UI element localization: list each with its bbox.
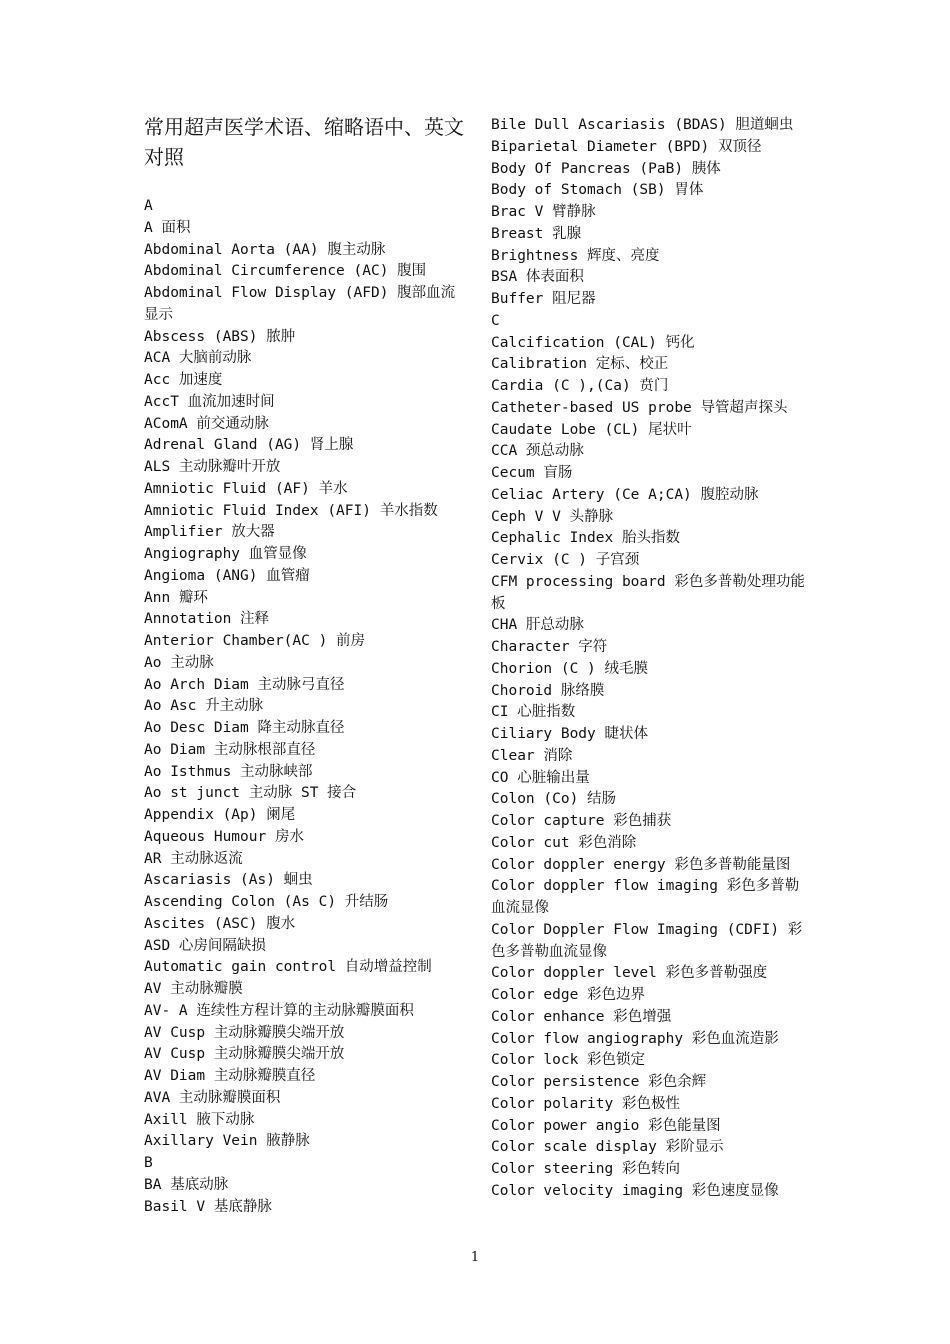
glossary-entry: AR 主动脉返流 — [144, 850, 243, 867]
glossary-entry: Color scale display 彩阶显示 — [491, 1139, 724, 1156]
glossary-entry: Colon (Co) 结肠 — [491, 791, 617, 808]
glossary-entry: AV- A 连续性方程计算的主动脉瓣膜面积 — [144, 1002, 414, 1019]
glossary-entry: Basil V 基底静脉 — [144, 1198, 272, 1215]
glossary-entry: C — [491, 312, 500, 329]
glossary-entry: Color cut 彩色消除 — [491, 834, 637, 851]
glossary-entry: Color flow angiography 彩色血流造影 — [491, 1030, 779, 1047]
glossary-entry: Color doppler flow imaging 彩色多普勒血流显像 — [491, 878, 800, 916]
glossary-entry: Body of Stomach (SB) 胃体 — [491, 182, 704, 199]
glossary-entry: Axill 腋下动脉 — [144, 1111, 255, 1128]
glossary-entry: BSA 体表面积 — [491, 269, 584, 286]
glossary-entry: A 面积 — [144, 219, 191, 236]
glossary-entry: Calibration 定标、校正 — [491, 356, 669, 373]
glossary-entry: Ascariasis (As) 蛔虫 — [144, 872, 313, 889]
glossary-entry: Breast 乳腺 — [491, 225, 582, 242]
glossary-entry: Color steering 彩色转向 — [491, 1161, 680, 1177]
glossary-entry: Color doppler level 彩色多普勒强度 — [491, 965, 768, 982]
glossary-entry: Color Doppler Flow Imaging (CDFI) 彩色多普勒血流显像 — [491, 921, 803, 960]
glossary-entry: Ao Asc 升主动脉 — [144, 698, 264, 715]
glossary-entry: Abdominal Aorta (AA) 腹主动脉 — [144, 241, 386, 258]
glossary-entry: Color edge 彩色边界 — [491, 987, 646, 1003]
glossary-entry: Ao Arch Diam 主动脉弓直径 — [144, 676, 345, 693]
glossary-entry: Ao Diam 主动脉根部直径 — [144, 741, 316, 758]
glossary-entry: Bile Dull Ascariasis (BDAS) 胆道蛔虫 — [491, 117, 794, 133]
glossary-entry: Brightness 辉度、亮度 — [491, 247, 660, 264]
glossary-entry: AV Cusp 主动脉瓣膜尖端开放 — [144, 1046, 345, 1063]
glossary-entry: Biparietal Diameter (BPD) 双顶径 — [491, 138, 762, 155]
glossary-entry: Cardia (C ),(Ca) 贲门 — [491, 378, 669, 394]
glossary-entry: AV 主动脉瓣膜 — [144, 981, 243, 997]
glossary-entry: Angioma (ANG) 血管瘤 — [144, 567, 310, 584]
glossary-entry: Color persistence 彩色余辉 — [491, 1074, 707, 1090]
glossary-entry: ASD 心房间隔缺损 — [144, 937, 266, 954]
glossary-entry: Axillary Vein 腋静脉 — [144, 1133, 310, 1150]
glossary-entry: Cervix (C ) 子宫颈 — [491, 552, 640, 568]
glossary-entry: Chorion (C ) 绒毛膜 — [491, 660, 648, 677]
glossary-entry: Cephalic Index 胎头指数 — [491, 530, 680, 547]
glossary-entry: CHA 肝总动脉 — [491, 617, 584, 634]
glossary-entry: Amniotic Fluid Index (AFI) 羊水指数 — [144, 502, 438, 519]
glossary-entry: Color velocity imaging 彩色速度显像 — [491, 1182, 779, 1199]
glossary-entry: Anterior Chamber(AC ) 前房 — [144, 633, 366, 649]
glossary-entry: Ao Isthmus 主动脉峡部 — [144, 763, 313, 780]
glossary-entry: Appendix (Ap) 阑尾 — [144, 807, 296, 823]
glossary-entry: Calcification (CAL) 钙化 — [491, 334, 695, 351]
glossary-column-left — [144, 196, 462, 1218]
glossary-entry: AV Diam 主动脉瓣膜直径 — [144, 1068, 316, 1084]
glossary-entry: AccT 血流加速时间 — [144, 393, 275, 410]
glossary-entry: Aqueous Humour 房水 — [144, 828, 304, 845]
page-number: 1 — [470, 1250, 480, 1265]
glossary-entry: Color enhance 彩色增强 — [491, 1008, 672, 1025]
glossary-entry: Clear 消除 — [491, 747, 573, 764]
glossary-entry: A — [144, 198, 153, 214]
glossary-entry: Annotation 注释 — [144, 611, 270, 628]
glossary-entry: Choroid 脉络膜 — [491, 682, 605, 699]
glossary-entry: Ceph V V 头静脉 — [491, 508, 614, 525]
glossary-entry: CI 心脏指数 — [491, 704, 576, 721]
glossary-entry: Automatic gain control 自动增益控制 — [144, 959, 432, 976]
glossary-entry: BA 基底动脉 — [144, 1176, 229, 1193]
glossary-entry: Cecum 盲肠 — [491, 465, 573, 481]
glossary-entry: B — [144, 1155, 153, 1171]
glossary-entry: AVA 主动脉瓣膜面积 — [144, 1089, 281, 1106]
glossary-entry: Color lock 彩色锁定 — [491, 1052, 646, 1069]
glossary-entry: Ascites (ASC) 腹水 — [144, 915, 296, 932]
glossary-entry: Color power angio 彩色能量图 — [491, 1117, 721, 1134]
glossary-entry: Character 字符 — [491, 639, 608, 655]
glossary-entry: Amplifier 放大器 — [144, 524, 275, 541]
glossary-entry: Abscess (ABS) 脓肿 — [144, 328, 296, 345]
glossary-entry: Catheter-based US probe 导管超声探头 — [491, 399, 788, 416]
glossary-entry: Abdominal Circumference (AC) 腹围 — [144, 263, 427, 280]
glossary-entry: CCA 颈总动脉 — [491, 443, 584, 460]
glossary-entry: Ascending Colon (As C) 升结肠 — [144, 894, 389, 910]
glossary-entry: Buffer 阻尼器 — [491, 291, 596, 307]
glossary-column-right — [491, 115, 809, 1203]
glossary-entry: Ao Desc Diam 降主动脉直径 — [144, 720, 345, 736]
glossary-entry: Body Of Pancreas (PaB) 胰体 — [491, 160, 721, 177]
glossary-entry: Adrenal Gland (AG) 肾上腺 — [144, 437, 354, 454]
glossary-entry: Acc 加速度 — [144, 372, 223, 388]
glossary-entry: AComA 前交通动脉 — [144, 415, 269, 432]
glossary-entry: Ao 主动脉 — [144, 654, 214, 671]
glossary-entry: AV Cusp 主动脉瓣膜尖端开放 — [144, 1024, 345, 1041]
glossary-entry: Ann 瓣环 — [144, 589, 208, 606]
glossary-entry: Ciliary Body 睫状体 — [491, 726, 648, 742]
glossary-entry: Color doppler energy 彩色多普勒能量图 — [491, 856, 791, 873]
glossary-entry: Caudate Lobe (CL) 尾状叶 — [491, 421, 692, 438]
page-title: 常用超声医学术语、缩略语中、英文对照 — [144, 115, 464, 169]
glossary-entry: Color capture 彩色捕获 — [491, 813, 672, 829]
glossary-entry: Ao st junct 主动脉 ST 接合 — [144, 785, 357, 802]
glossary-entry: ALS 主动脉瓣叶开放 — [144, 459, 281, 475]
glossary-entry: Celiac Artery (Ce A;CA) 腹腔动脉 — [491, 486, 759, 503]
glossary-entry: Abdominal Flow Display (AFD) 腹部血流显示 — [144, 285, 456, 323]
glossary-entry: Angiography 血管显像 — [144, 546, 307, 562]
glossary-entry: Amniotic Fluid (AF) 羊水 — [144, 480, 348, 497]
glossary-entry: CO 心脏输出量 — [491, 769, 590, 786]
glossary-entry: ACA 大脑前动脉 — [144, 350, 252, 367]
glossary-entry: Color polarity 彩色极性 — [491, 1095, 680, 1112]
glossary-entry: CFM processing board 彩色多普勒处理功能板 — [491, 573, 805, 612]
glossary-entry: Brac V 臂静脉 — [491, 204, 596, 220]
